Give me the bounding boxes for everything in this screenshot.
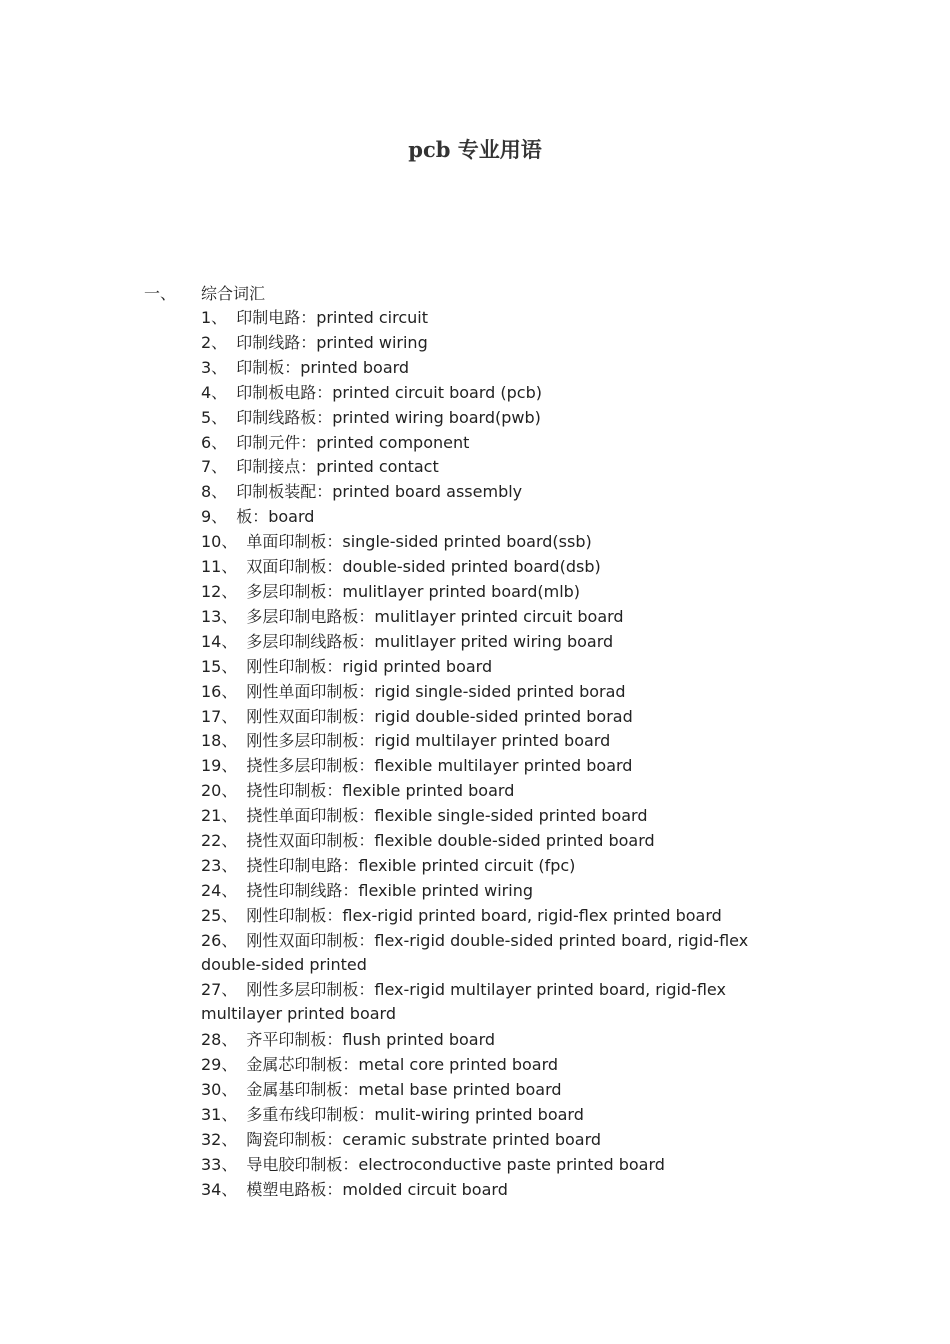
item-number: 15、	[201, 656, 238, 676]
item-text: 挠性印制板：flexible printed board	[246, 781, 515, 801]
item-text: 陶瓷印制板：ceramic substrate printed board	[246, 1129, 602, 1149]
list-item	[201, 331, 761, 356]
item-number: 34、	[201, 1179, 238, 1199]
list-item	[201, 729, 761, 754]
list-item	[201, 306, 761, 331]
section-heading	[144, 283, 265, 305]
section-number: 一、	[144, 284, 177, 303]
item-text: 刚性多层印制板：flex-rigid multilayer printed board, rigid-flex multilayer printed board	[201, 980, 726, 1024]
list-item	[201, 1153, 761, 1178]
item-text: 齐平印制板：flush printed board	[246, 1030, 496, 1050]
item-text: 模塑电路板：molded circuit board	[246, 1179, 508, 1199]
item-number: 5、	[201, 407, 228, 427]
item-number: 20、	[201, 781, 238, 801]
list-item	[201, 580, 761, 605]
list-item	[201, 705, 761, 730]
list-item	[201, 431, 761, 456]
item-text: 导电胶印制板：electroconductive paste printed board	[246, 1154, 665, 1174]
item-number: 7、	[201, 457, 228, 477]
list-item	[201, 1103, 761, 1128]
list-item	[201, 879, 761, 904]
item-text: 印制板装配：printed board assembly	[236, 482, 523, 502]
item-text: 印制线路：printed wiring	[236, 332, 428, 352]
list-item	[201, 1178, 761, 1203]
item-text: 刚性双面印制板：flex-rigid double-sided printed board, rigid-flex double-sided printed	[201, 930, 749, 974]
item-number: 29、	[201, 1055, 238, 1075]
item-number: 12、	[201, 581, 238, 601]
list-item	[201, 1128, 761, 1153]
item-text: 刚性单面印制板：rigid single-sided printed borad	[246, 681, 626, 701]
list-item	[201, 480, 761, 505]
list-item	[201, 1053, 761, 1078]
list-item	[201, 680, 761, 705]
list-item	[201, 978, 761, 1026]
item-number: 31、	[201, 1104, 238, 1124]
item-number: 17、	[201, 706, 238, 726]
item-text: 刚性双面印制板：rigid double-sided printed borad	[246, 706, 633, 726]
item-number: 16、	[201, 681, 238, 701]
item-number: 25、	[201, 905, 238, 925]
list-item	[201, 530, 761, 555]
list-item	[201, 555, 761, 580]
list-item	[201, 356, 761, 381]
list-item	[201, 605, 761, 630]
item-number: 10、	[201, 532, 238, 552]
item-text: 挠性双面印制板：flexible double-sided printed board	[246, 831, 655, 851]
item-text: 刚性印制板：flex-rigid printed board, rigid-flex printed board	[246, 905, 722, 925]
list-item	[201, 381, 761, 406]
item-text: 印制接点：printed contact	[236, 457, 439, 477]
item-text: 挠性印制线路：flexible printed wiring	[246, 880, 533, 900]
item-number: 23、	[201, 855, 238, 875]
item-number: 11、	[201, 557, 238, 577]
item-number: 18、	[201, 731, 238, 751]
item-text: 多重布线印制板：mulit-wiring printed board	[246, 1104, 584, 1124]
item-text: 印制板：printed board	[236, 357, 410, 377]
item-number: 1、	[201, 308, 228, 327]
item-number: 3、	[201, 357, 228, 377]
item-number: 19、	[201, 756, 238, 776]
item-text: 刚性多层印制板：rigid multilayer printed board	[246, 731, 611, 751]
item-text: 板：board	[236, 507, 315, 527]
list-item	[201, 406, 761, 431]
item-text: 金属基印制板：metal base printed board	[246, 1080, 562, 1100]
item-number: 32、	[201, 1129, 238, 1149]
list-item	[201, 829, 761, 854]
item-number: 4、	[201, 382, 228, 402]
item-number: 28、	[201, 1030, 238, 1050]
list-item	[201, 655, 761, 680]
list-item	[201, 779, 761, 804]
item-number: 13、	[201, 606, 238, 626]
item-number: 30、	[201, 1080, 238, 1100]
item-number: 2、	[201, 332, 228, 352]
item-text: 多层印制板：mulitlayer printed board(mlb)	[246, 581, 581, 601]
item-text: 金属芯印制板：metal core printed board	[246, 1055, 559, 1075]
list-item	[201, 1078, 761, 1103]
item-number: 8、	[201, 482, 228, 502]
list-item	[201, 630, 761, 655]
item-text: 印制板电路：printed circuit board (pcb)	[236, 382, 542, 402]
page-title: pcb 专业用语	[408, 137, 542, 162]
item-text: 印制线路板：printed wiring board(pwb)	[236, 407, 541, 427]
item-text: 刚性印制板：rigid printed board	[246, 656, 493, 676]
list-item	[201, 505, 761, 530]
item-text: 双面印制板：double-sided printed board(dsb)	[246, 557, 601, 577]
list-item	[201, 929, 761, 977]
list-item	[201, 904, 761, 929]
item-text: 挠性单面印制板：flexible single-sided printed board	[246, 806, 648, 826]
item-text: 印制电路：printed circuit	[236, 308, 428, 327]
item-number: 26、	[201, 930, 238, 950]
item-number: 6、	[201, 432, 228, 452]
term-list	[201, 306, 761, 1203]
item-number: 14、	[201, 631, 238, 651]
item-number: 21、	[201, 806, 238, 826]
item-text: 单面印制板：single-sided printed board(ssb)	[246, 532, 592, 552]
list-item	[201, 804, 761, 829]
item-number: 33、	[201, 1154, 238, 1174]
list-item	[201, 754, 761, 779]
item-number: 9、	[201, 507, 228, 527]
item-text: 多层印制电路板：mulitlayer printed circuit board	[246, 606, 624, 626]
item-number: 27、	[201, 980, 238, 1000]
item-text: 多层印制线路板：mulitlayer prited wiring board	[246, 631, 614, 651]
section-title: 综合词汇	[201, 284, 266, 303]
list-item	[201, 455, 761, 480]
item-number: 22、	[201, 831, 238, 851]
item-text: 挠性印制电路：flexible printed circuit (fpc)	[246, 855, 576, 875]
item-text: 印制元件：printed component	[236, 432, 470, 452]
list-item	[201, 854, 761, 879]
list-item	[201, 1028, 761, 1053]
item-number: 24、	[201, 880, 238, 900]
item-text: 挠性多层印制板：flexible multilayer printed board	[246, 756, 633, 776]
